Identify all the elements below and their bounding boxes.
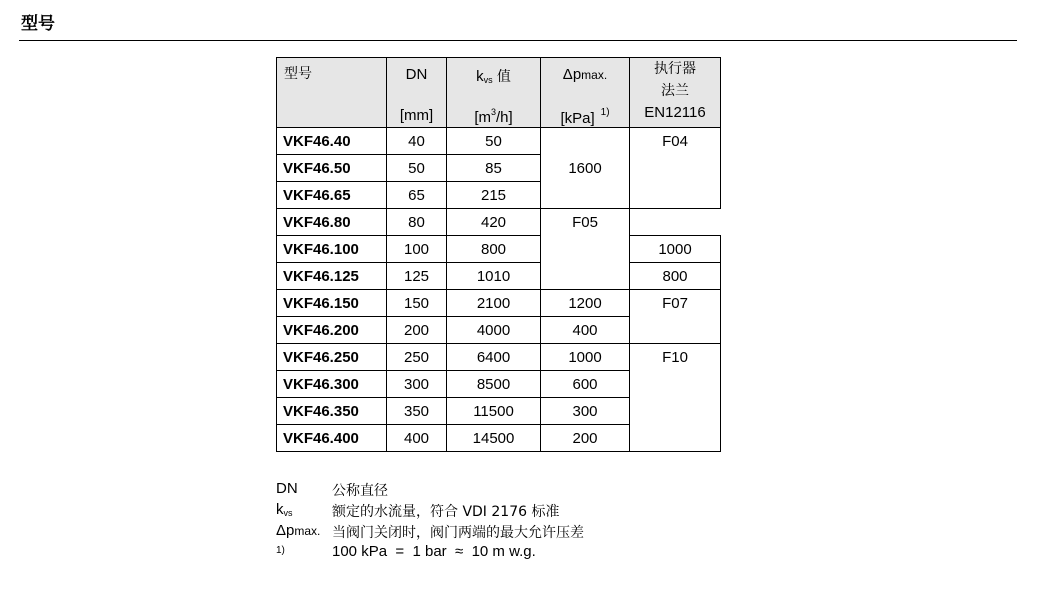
flange-cell: F07 <box>630 290 721 344</box>
dp-cell: 300 <box>541 398 630 425</box>
flange-cell: F05 <box>541 209 630 290</box>
model-cell: VKF46.80 <box>277 209 387 236</box>
header-dp-unit-label: [kPa] <box>560 110 595 127</box>
dn-cell: 100 <box>387 236 447 263</box>
header-model-label: 型号 <box>284 66 312 82</box>
dn-cell: 150 <box>387 290 447 317</box>
header-dp <box>541 58 630 128</box>
dn-cell: 50 <box>387 155 447 182</box>
kvs-cell: 800 <box>447 236 541 263</box>
header-dn-unit: [mm] <box>399 107 434 124</box>
header-kvs-unit-pre: [m <box>474 109 491 126</box>
legend-desc-kvs: 额定的水流量，符合 VDI 2176 标准 <box>332 504 560 520</box>
table-row <box>277 344 721 371</box>
table-row <box>277 236 721 263</box>
model-cell: VKF46.40 <box>277 128 387 155</box>
header-dp-sub: max. <box>581 68 608 82</box>
header-actuator-line3: EN12116 <box>644 104 706 121</box>
model-cell: VKF46.300 <box>277 371 387 398</box>
valve-spec-table <box>276 57 721 452</box>
legend-term-dp-sub: max. <box>294 524 321 538</box>
header-kvs-unit-post: /h] <box>496 109 513 126</box>
model-cell: VKF46.65 <box>277 182 387 209</box>
header-dp-unit <box>541 107 629 127</box>
header-kvs <box>447 58 541 128</box>
header-kvs-main: k <box>476 68 484 85</box>
dp-cell: 800 <box>630 263 721 290</box>
legend-term-kvs <box>276 501 293 518</box>
dn-cell: 80 <box>387 209 447 236</box>
header-kvs-unit <box>447 107 540 126</box>
model-cell: VKF46.50 <box>277 155 387 182</box>
dp-cell: 1200 <box>541 290 630 317</box>
dn-cell: 300 <box>387 371 447 398</box>
dn-cell: 400 <box>387 425 447 452</box>
model-cell: VKF46.100 <box>277 236 387 263</box>
model-cell: VKF46.250 <box>277 344 387 371</box>
kvs-cell: 4000 <box>447 317 541 344</box>
section-divider <box>19 40 1017 41</box>
dp-cell: 1000 <box>630 236 721 263</box>
legend-term-kvs-main: k <box>276 501 284 518</box>
model-cell: VKF46.400 <box>277 425 387 452</box>
legend-desc-dp: 当阀门关闭时，阀门两端的最大允许压差 <box>332 525 584 541</box>
table-row <box>277 290 721 317</box>
model-cell: VKF46.350 <box>277 398 387 425</box>
table-header-row <box>277 58 721 128</box>
kvs-cell: 14500 <box>447 425 541 452</box>
table-row <box>277 209 721 236</box>
dp-cell: 200 <box>541 425 630 452</box>
header-dn-label: DN <box>405 66 428 83</box>
header-model <box>277 58 387 128</box>
model-cell: VKF46.150 <box>277 290 387 317</box>
table-row <box>277 263 721 290</box>
header-kvs-unit-sup: 3 <box>490 107 496 117</box>
model-cell: VKF46.200 <box>277 317 387 344</box>
header-dp-footnote: 1) <box>600 107 610 118</box>
legend-term-kvs-sub: vs <box>283 508 293 518</box>
dp-cell: 400 <box>541 317 630 344</box>
dp-cell: 1000 <box>541 344 630 371</box>
dp-cell: 600 <box>541 371 630 398</box>
dp-cell: 1600 <box>541 128 630 209</box>
dn-cell: 40 <box>387 128 447 155</box>
section-title: 型号 <box>21 14 55 34</box>
table-row <box>277 128 721 155</box>
legend-term-dp <box>276 522 320 539</box>
header-dp-label <box>541 66 629 83</box>
header-actuator <box>630 58 721 128</box>
kvs-cell: 6400 <box>447 344 541 371</box>
header-kvs-suffix: 值 <box>496 69 511 85</box>
kvs-cell: 11500 <box>447 398 541 425</box>
legend-desc-note: 100 kPa = 1 bar ≈ 10 m w.g. <box>332 543 536 560</box>
header-dp-main: Δp <box>562 66 582 83</box>
kvs-cell: 50 <box>447 128 541 155</box>
flange-cell: F04 <box>630 128 721 209</box>
header-actuator-line2: 法兰 <box>661 83 689 99</box>
legend-desc-dn: 公称直径 <box>332 483 388 499</box>
kvs-cell: 85 <box>447 155 541 182</box>
kvs-cell: 215 <box>447 182 541 209</box>
dn-cell: 65 <box>387 182 447 209</box>
dn-cell: 350 <box>387 398 447 425</box>
legend-term-dp-main: Δp <box>276 522 295 539</box>
dn-cell: 125 <box>387 263 447 290</box>
header-actuator-line1: 执行器 <box>654 61 696 77</box>
kvs-cell: 1010 <box>447 263 541 290</box>
legend-term-note: 1) <box>276 545 285 556</box>
header-kvs-label <box>447 66 540 86</box>
model-cell: VKF46.125 <box>277 263 387 290</box>
dn-cell: 250 <box>387 344 447 371</box>
header-kvs-sub: vs <box>483 75 493 85</box>
kvs-cell: 2100 <box>447 290 541 317</box>
kvs-cell: 8500 <box>447 371 541 398</box>
flange-cell: F10 <box>630 344 721 452</box>
kvs-cell: 420 <box>447 209 541 236</box>
header-dn <box>387 58 447 128</box>
legend-term-dn: DN <box>276 480 298 497</box>
dn-cell: 200 <box>387 317 447 344</box>
